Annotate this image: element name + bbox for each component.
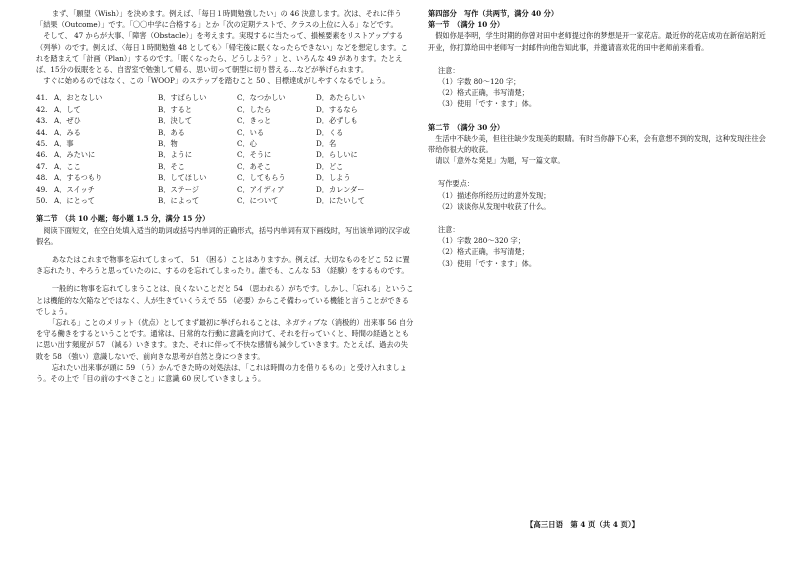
section1-prompt: 假如你是李明，学生时期的你曾对田中老师提过你的梦想是开一家花店。最近你的花店成功在新宿站附近开业，你打算给田中老师写一封邮件向他告知此事，并邀请喜欢花的田中老师前来看看。 — [428, 31, 766, 52]
option-d: D．らしいに — [316, 150, 358, 160]
option-row — [36, 127, 414, 138]
passage2 — [36, 254, 414, 384]
option-row — [36, 149, 414, 160]
option-a: A．おとなしい — [54, 93, 103, 103]
question-number: 44. — [36, 127, 48, 137]
option-d: D．あたらしい — [316, 93, 365, 103]
option-b: B．そこ — [158, 161, 185, 171]
option-a: A．するつもり — [54, 173, 103, 183]
option-b: B．決して — [158, 116, 193, 126]
option-d: D．名 — [316, 138, 337, 148]
option-c: C．心 — [237, 138, 257, 148]
option-d: D．カレンダー — [316, 184, 365, 194]
writing-point: （2）谈谈你从发现中收获了什么。 — [438, 201, 551, 211]
option-row — [36, 172, 414, 183]
option-row — [36, 195, 414, 206]
option-c: C．したら — [237, 104, 272, 114]
option-row — [36, 104, 414, 115]
option-row — [36, 92, 414, 103]
part4-title: 第四部分 写作（共两节，满分 40 分） — [428, 9, 559, 18]
section1-title: 第一节 （满分 10 分） — [428, 20, 505, 30]
option-c: C．いる — [237, 127, 265, 137]
option-b: B．物 — [158, 138, 178, 148]
passage2-paragraph: 「忘れる」ことのメリット（优点）としてまず最初に挙げられることは、ネガティブな（消极的）出来事 56 自分を守る働きをするということです。通常は、日常的な行動に意識を向けて、それを行っていくと、時間の経過とともに思い出す頻度が 57 （減る）いきます。また、それに伴って不快な感情も減少していきます。たとえば、過去の失敗を 58 （強い）意識しないで、前向きな思考が自然と身につきます。 — [36, 317, 414, 361]
option-a: A．ぜひ — [54, 116, 81, 126]
question-number: 47. — [36, 161, 48, 171]
option-c: C．なつかしい — [237, 93, 286, 103]
option-a: A．スイッチ — [54, 184, 95, 194]
section2-instructions: 阅读下面短文，在空白处填入适当的助词或括号内单词的正确形式，括号内单词有双下画线时，写出该单词的汉字或假名。 — [36, 225, 410, 246]
option-a: A．にとって — [54, 195, 95, 205]
writing-point: （1）描述你所经历过的意外发现； — [438, 190, 551, 200]
option-b: B．ある — [158, 127, 185, 137]
section2-title: 第二节 （共 10 小题；每小题 1.5 分，满分 15 分） — [36, 214, 210, 224]
question-number: 42. — [36, 104, 48, 114]
option-c: C．きっと — [237, 116, 272, 126]
option-c: C．してもらう — [237, 173, 286, 183]
option-c: C．そうに — [237, 150, 272, 160]
option-b: B．すると — [158, 104, 193, 114]
option-c: C．あそこ — [237, 161, 272, 171]
option-a: A．みたいに — [54, 150, 96, 160]
option-b: B．してほしい — [158, 173, 207, 183]
option-d: D．するなら — [316, 104, 358, 114]
notes-label: 注意： — [438, 65, 460, 75]
passage2-paragraph: あなたはこれまで物事を忘れてしまって、 51 （困る）ことはありますか。例えば、大切なものをどこ 52 に置き忘れたり、やろうと思っていたのに、するのを忘れてしまったり。誰でも、こんな 53 （経験）をするものです。 — [36, 254, 410, 276]
question-number: 50. — [36, 195, 48, 205]
left-column — [36, 8, 414, 384]
question-number: 48. — [36, 173, 48, 183]
section2-prompt: 生活中不缺少美，但往往缺少发现美的眼睛。有时当你静下心来，会有意想不到的发现，这种发现往往会带给你很大的收获。 — [428, 133, 766, 155]
option-a: A．して — [54, 104, 81, 114]
page-footer: 【高三日语 第 4 页（共 4 页）】 — [526, 520, 639, 529]
writing-points-label: 写作要点： — [438, 179, 474, 189]
question-number: 46. — [36, 150, 48, 160]
option-d: D．にたいして — [316, 195, 365, 205]
option-c: C．について — [237, 195, 279, 205]
section2-writing-title: 第二节 （满分 30 分） — [428, 122, 505, 132]
option-d: D．どこ — [316, 161, 344, 171]
note-item: （1）字数 280～320 字； — [438, 236, 525, 246]
note-item: （2）格式正确，书写清楚； — [438, 247, 529, 257]
question-number: 49. — [36, 184, 48, 194]
option-d: D．必ずしも — [316, 116, 358, 126]
option-a: A．みる — [54, 127, 81, 137]
option-b: B．すばらしい — [158, 93, 207, 103]
question-number: 41. — [36, 93, 48, 103]
question-number: 43. — [36, 116, 48, 126]
note-item: （1）字数 80～120 字； — [438, 77, 521, 87]
question-number: 45. — [36, 138, 48, 148]
option-a: A．ここ — [54, 161, 81, 171]
option-row — [36, 184, 414, 195]
option-d: D．くる — [316, 127, 344, 137]
note-item: （3）使用「です・ます」体。 — [438, 258, 537, 268]
note-item: （2）格式正确，书写清楚； — [438, 88, 529, 98]
option-row — [36, 161, 414, 172]
passage1-paragraph: まず、「願望（Wish）」を決めます。例えば、「毎日１時間勉強したい」の 46 決意します。次は、それに伴う「結果（Outcome）」です。「〇〇中学に合格する」とか「次の定期テストで、クラスの上位に入る」などです。 — [36, 9, 402, 30]
passage2-paragraph: 一般的に物事を忘れてしまうことは、良くないことだと 54 （思われる）がちです。しかし、「忘れる」ということは機能的な欠陥などではなく、人が生きていくうえで 55 （必要）からこそ備わっている機能と言うことができるでしょう。 — [36, 284, 414, 316]
options-list — [36, 92, 414, 206]
passage1-paragraph: すぐに始めるのではなく、この「WOOP」のステップを踏むこと 50 、目標達成がしやすくなるでしょう。 — [36, 76, 390, 86]
option-b: B．によって — [158, 195, 200, 205]
notes-label: 注意： — [438, 225, 460, 235]
passage2-paragraph: 忘れたい出来事が頭に 59 （う）かんできた時の対処法は、「これは時間の力を借りるもの」と受け入れましょう。その上で「目の前のすべきこと」に意識 60 戻していきましょう。 — [36, 362, 407, 383]
passage1-paragraph: そして、 47 からが大事、「障害（Obstacle）」を考えます。実現するに当たって、損極要素をリストアップする（列挙）のです。例えば、〈毎日１時間勉強 48 としても〉「帰宅後に眠くなったらできない」などを想定します。これを踏まえて「計画（Plan）」するのです。「眠くなったら、どうしよう？」と、いろんな 49 があります。たとえば、15分の仮眠をとる、自習室で勉強して帰る、思い切って朝型に切り替える…などが挙げられます。 — [36, 31, 408, 75]
right-column — [428, 8, 768, 269]
option-b: B．ステージ — [158, 184, 199, 194]
option-d: D．しよう — [316, 173, 351, 183]
option-row — [36, 138, 414, 149]
section2-topic: 请以「意外な発見」为题，写一篇文章。 — [428, 156, 565, 166]
option-b: B．ように — [158, 150, 193, 160]
note-item: （3）使用「です・ます」体。 — [438, 99, 537, 109]
option-c: C．アイディア — [237, 184, 285, 194]
option-a: A．事 — [54, 138, 74, 148]
option-row — [36, 115, 414, 126]
